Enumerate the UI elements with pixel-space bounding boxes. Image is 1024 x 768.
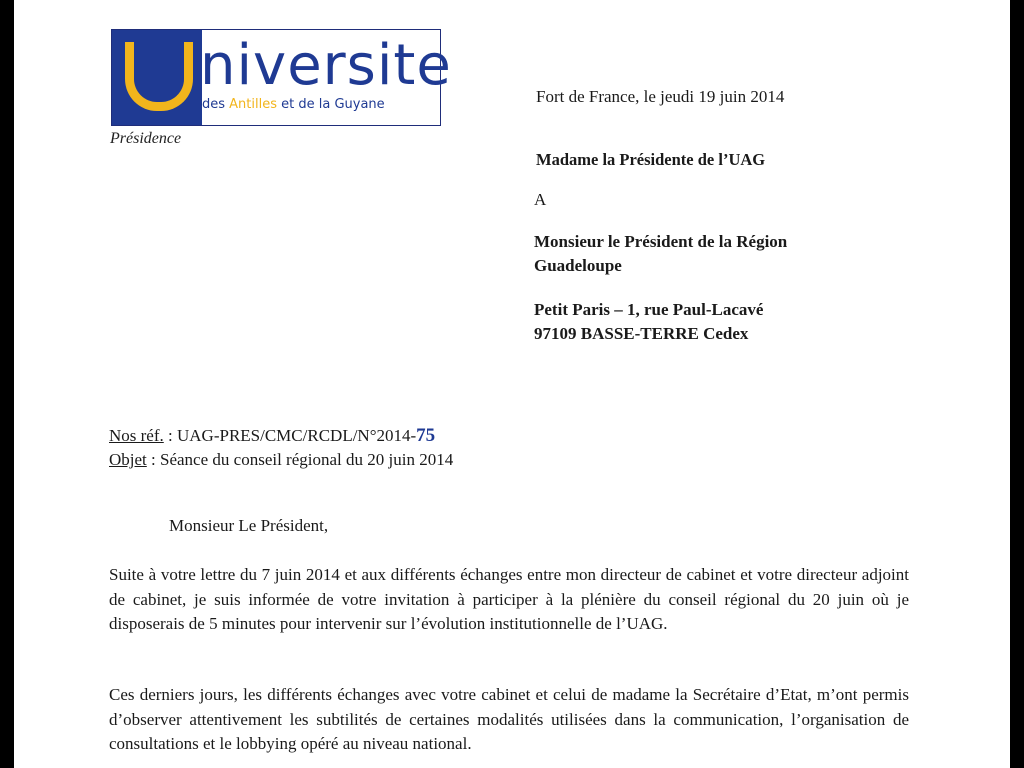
logo-subtitle-suffix: et de la Guyane (277, 97, 385, 112)
address-line-2: 97109 BASSE-TERRE Cedex (534, 324, 749, 343)
object-label: Objet (109, 450, 147, 469)
logo-subtitle-prefix: des (202, 97, 230, 112)
logo-u-icon (125, 42, 193, 111)
date-line: Fort de France, le jeudi 19 juin 2014 (536, 87, 785, 106)
university-logo (111, 29, 452, 126)
recipient-line-2: Guadeloupe (534, 256, 622, 275)
recipient-block (534, 230, 787, 278)
sender-line: Madame la Présidente de l’UAG (536, 150, 766, 169)
letter-page (14, 0, 1010, 768)
logo-wordmark: niversite (200, 33, 452, 98)
reference-label: Nos réf. (109, 426, 164, 445)
to-word: A (534, 190, 547, 209)
salutation: Monsieur Le Président, (169, 516, 329, 535)
recipient-line-1: Monsieur le Président de la Région (534, 232, 788, 251)
logo-subtitle-accent: Antilles (229, 97, 277, 112)
reference-line (109, 424, 453, 448)
object-value: Séance du conseil régional du 20 juin 2014 (160, 450, 454, 469)
reference-number: 75 (416, 425, 436, 446)
logo-u-block (112, 30, 202, 125)
reference-separator: : (163, 426, 177, 445)
object-line (109, 448, 453, 472)
address-line-1: Petit Paris – 1, rue Paul-Lacavé (534, 300, 764, 319)
body-paragraph-1: Suite à votre lettre du 7 juin 2014 et aux différents échanges entre mon directeur de cabinet et votre directeur adjoint de cabinet, je suis informée de votre invitation à participer à la plénière du conseil régional du 20 juin où je disposerais de 5 minutes pour intervenir sur l’évolution institutionnelle de l’UAG. (109, 565, 909, 633)
department-label: Présidence (110, 130, 182, 147)
object-separator: : (146, 450, 161, 469)
body-paragraph-2: Ces derniers jours, les différents échanges avec votre cabinet et celui de madame la Secrétaire d’Etat, m’ont permis d’observer attentivement les subtilités de certaines modalités utilisées dans la communication, l’organisation de consultations et le lobbying opéré au niveau national. (109, 685, 909, 753)
reference-value: UAG-PRES/CMC/RCDL/N°2014- (177, 426, 417, 445)
address-block (534, 298, 763, 346)
references-block (109, 424, 453, 472)
logo-subtitle (202, 97, 385, 112)
